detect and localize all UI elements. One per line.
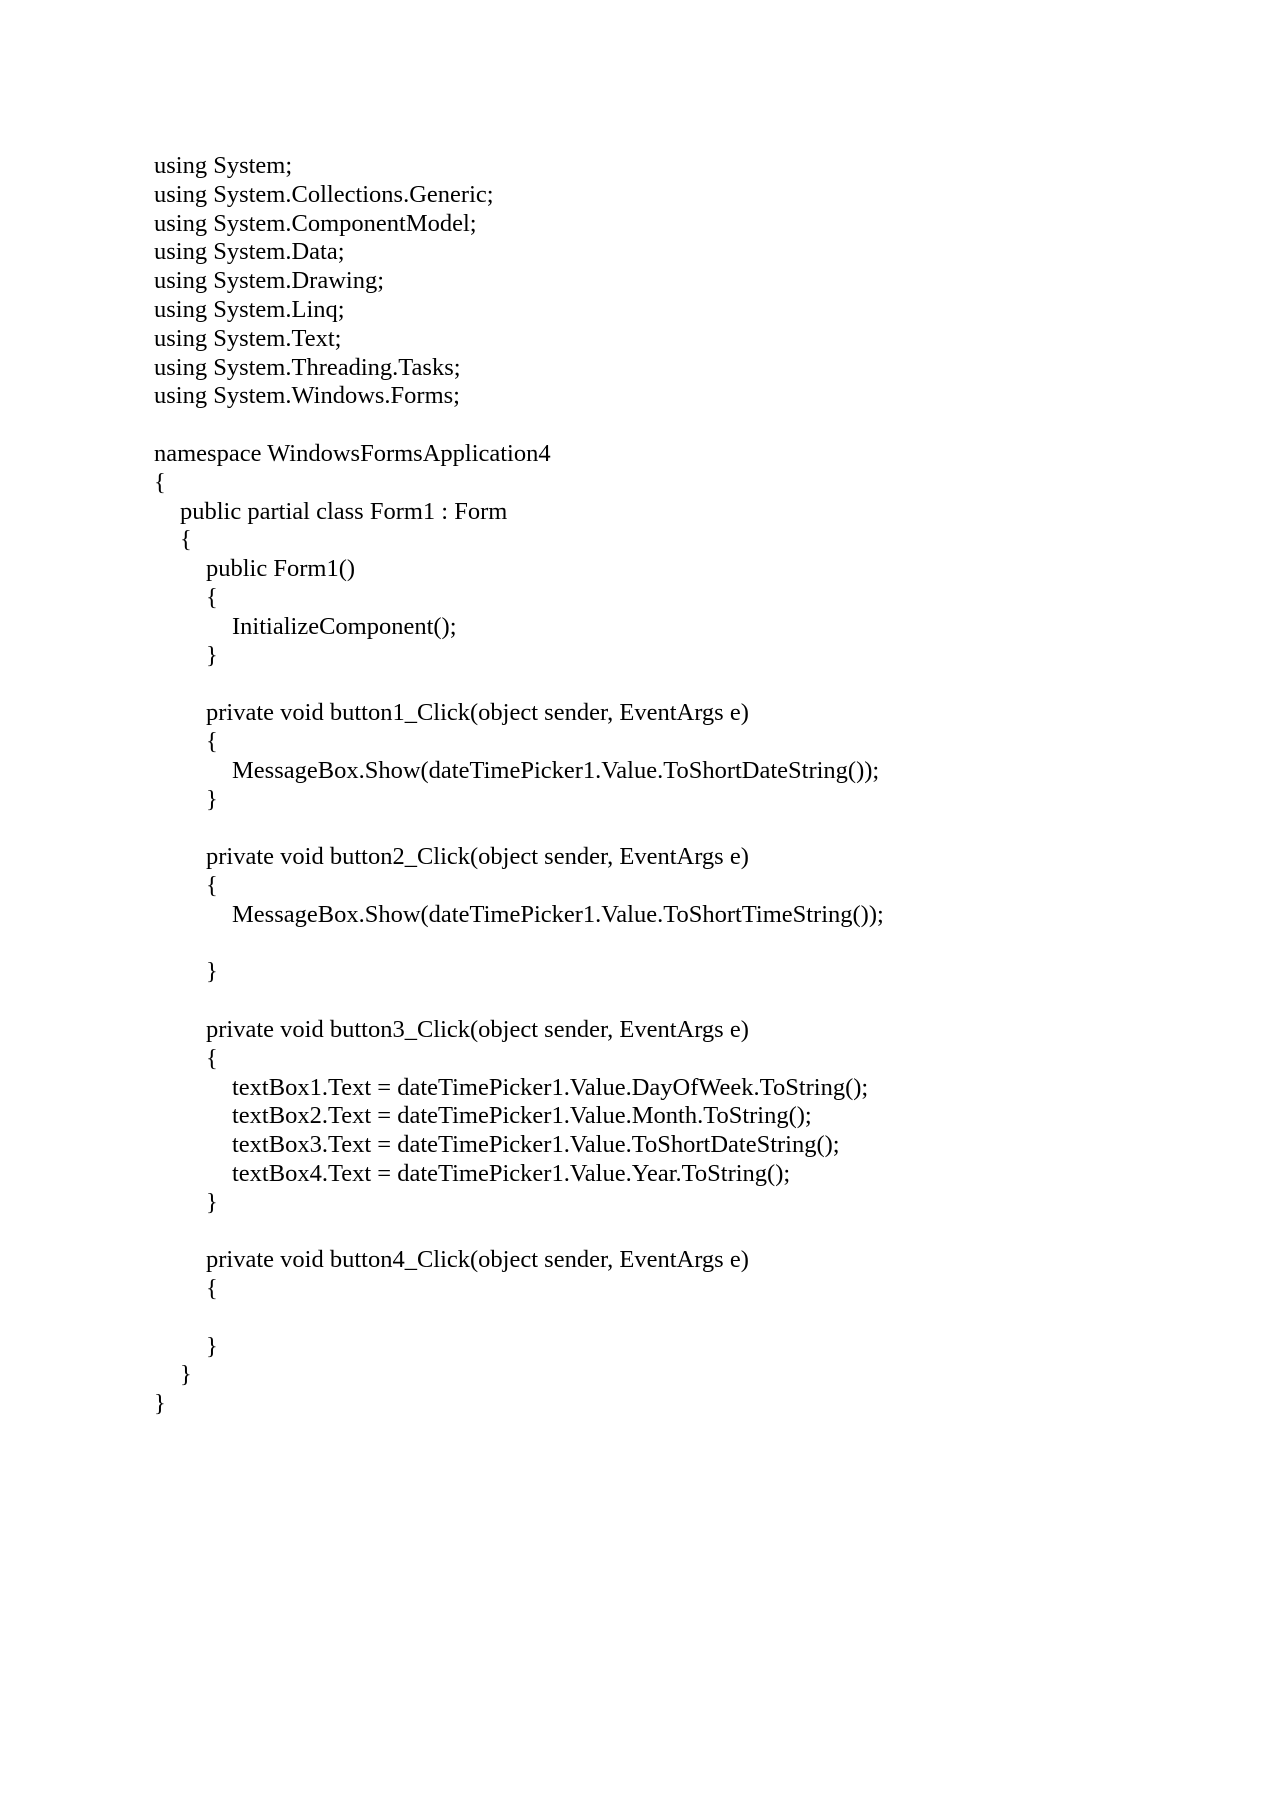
code-line: } xyxy=(180,1361,192,1389)
code-line: { xyxy=(206,727,218,755)
code-line: textBox3.Text = dateTimePicker1.Value.ToShortDateString(); xyxy=(232,1131,840,1159)
code-line: using System.Data; xyxy=(154,238,345,266)
code-line: private void button1_Click(object sender, EventArgs e) xyxy=(206,699,749,727)
code-line: textBox1.Text = dateTimePicker1.Value.DayOfWeek.ToString(); xyxy=(232,1073,869,1101)
code-line: } xyxy=(154,1390,166,1418)
code-line: } xyxy=(206,641,218,669)
code-line: using System.Drawing; xyxy=(154,267,385,295)
code-line: { xyxy=(154,468,166,496)
blank-line xyxy=(154,670,1174,699)
code-line: { xyxy=(180,526,192,554)
code-line: } xyxy=(206,958,218,986)
blank-line xyxy=(154,411,1174,440)
code-line: { xyxy=(206,1275,218,1303)
code-line: using System.Text; xyxy=(154,324,342,352)
code-listing xyxy=(154,152,1174,1419)
code-line: using System; xyxy=(154,152,293,179)
code-line: { xyxy=(206,871,218,899)
blank-line xyxy=(154,987,1174,1016)
code-line: using System.Windows.Forms; xyxy=(154,382,460,410)
code-line: public Form1() xyxy=(206,555,356,583)
blank-line xyxy=(154,814,1174,843)
blank-line xyxy=(154,1304,1174,1333)
blank-line xyxy=(154,1217,1174,1246)
code-line: private void button2_Click(object sender, EventArgs e) xyxy=(206,843,749,871)
code-line: } xyxy=(206,1188,218,1216)
code-line: namespace WindowsFormsApplication4 xyxy=(154,439,551,467)
code-line: } xyxy=(206,1332,218,1360)
code-line: MessageBox.Show(dateTimePicker1.Value.ToShortTimeString()); xyxy=(232,900,884,928)
code-line: MessageBox.Show(dateTimePicker1.Value.ToShortDateString()); xyxy=(232,756,880,784)
code-line: { xyxy=(206,1044,218,1072)
code-line: private void button3_Click(object sender, EventArgs e) xyxy=(206,1015,749,1043)
blank-line xyxy=(154,930,1174,959)
code-line: InitializeComponent(); xyxy=(232,612,457,640)
code-line: textBox2.Text = dateTimePicker1.Value.Month.ToString(); xyxy=(232,1102,812,1130)
code-line: private void button4_Click(object sender, EventArgs e) xyxy=(206,1246,749,1274)
code-line: using System.Collections.Generic; xyxy=(154,180,494,208)
code-line: { xyxy=(206,583,218,611)
code-line: using System.Threading.Tasks; xyxy=(154,353,461,381)
code-line: using System.Linq; xyxy=(154,295,345,323)
code-line: } xyxy=(206,785,218,813)
code-line: public partial class Form1 : Form xyxy=(180,497,508,525)
code-line: textBox4.Text = dateTimePicker1.Value.Year.ToString(); xyxy=(232,1159,791,1187)
code-line: using System.ComponentModel; xyxy=(154,209,477,237)
